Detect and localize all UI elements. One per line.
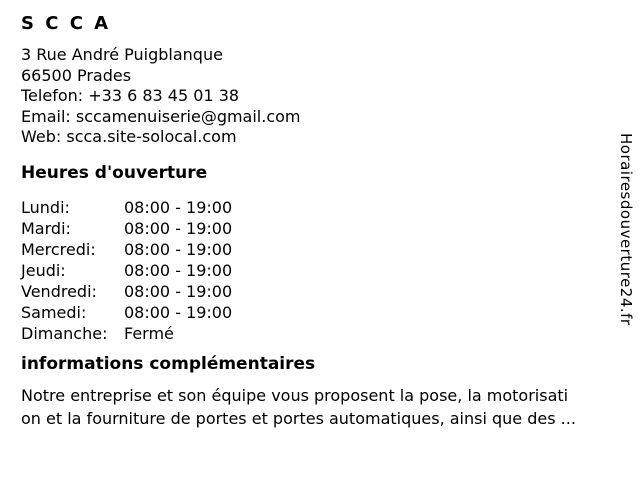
hours-table — [21, 197, 640, 344]
day-label: Mercredi: — [21, 239, 96, 259]
phone-value: +33 6 83 45 01 38 — [88, 86, 240, 105]
day-label: Vendredi: — [21, 281, 97, 301]
day-hours: 08:00 - 19:00 — [124, 302, 233, 322]
email-label: Email: — [21, 106, 71, 126]
day-label: Lundi: — [21, 197, 70, 217]
email-value: sccamenuiserie@gmail.com — [75, 106, 301, 126]
day-hours: 08:00 - 19:00 — [124, 239, 233, 259]
day-hours: Fermé — [124, 323, 174, 343]
hours-row-saturday — [21, 302, 640, 323]
email-line — [21, 107, 640, 128]
extra-info-section-title: informations complémentaires — [21, 353, 316, 374]
hours-row-monday — [21, 197, 640, 218]
address-city: 66500 Prades — [21, 65, 132, 85]
day-hours: 08:00 - 19:00 — [124, 218, 233, 238]
extra-info-line-2: on et la fourniture de portes et portes automatiques, ainsi que des ... — [21, 408, 576, 428]
address-street: 3 Rue André Puigblanque — [21, 45, 223, 64]
extra-info-text — [21, 384, 640, 430]
day-label: Dimanche: — [21, 323, 108, 343]
contact-block — [21, 45, 640, 148]
day-hours: 08:00 - 19:00 — [124, 281, 233, 301]
hours-row-sunday — [21, 323, 640, 344]
hours-row-friday — [21, 281, 640, 302]
web-value: scca.site-solocal.com — [66, 127, 237, 146]
phone-label: Telefon: — [21, 86, 84, 105]
day-hours: 08:00 - 19:00 — [124, 260, 233, 280]
hours-row-tuesday — [21, 218, 640, 239]
phone-line — [21, 86, 640, 107]
hours-row-wednesday — [21, 239, 640, 260]
site-watermark: Horairesdouverture24.fr — [617, 133, 635, 326]
day-label: Samedi: — [21, 302, 87, 322]
day-label: Mardi: — [21, 218, 71, 238]
hours-row-thursday — [21, 260, 640, 281]
day-label: Jeudi: — [21, 260, 66, 280]
extra-info-line-1: Notre entreprise et son équipe vous proposent la pose, la motorisati — [21, 385, 569, 405]
web-label: Web: — [21, 127, 62, 146]
web-line — [21, 127, 640, 148]
day-hours: 08:00 - 19:00 — [124, 197, 233, 217]
company-name: S C C A — [21, 13, 111, 34]
hours-section-title: Heures d'ouverture — [21, 162, 208, 183]
